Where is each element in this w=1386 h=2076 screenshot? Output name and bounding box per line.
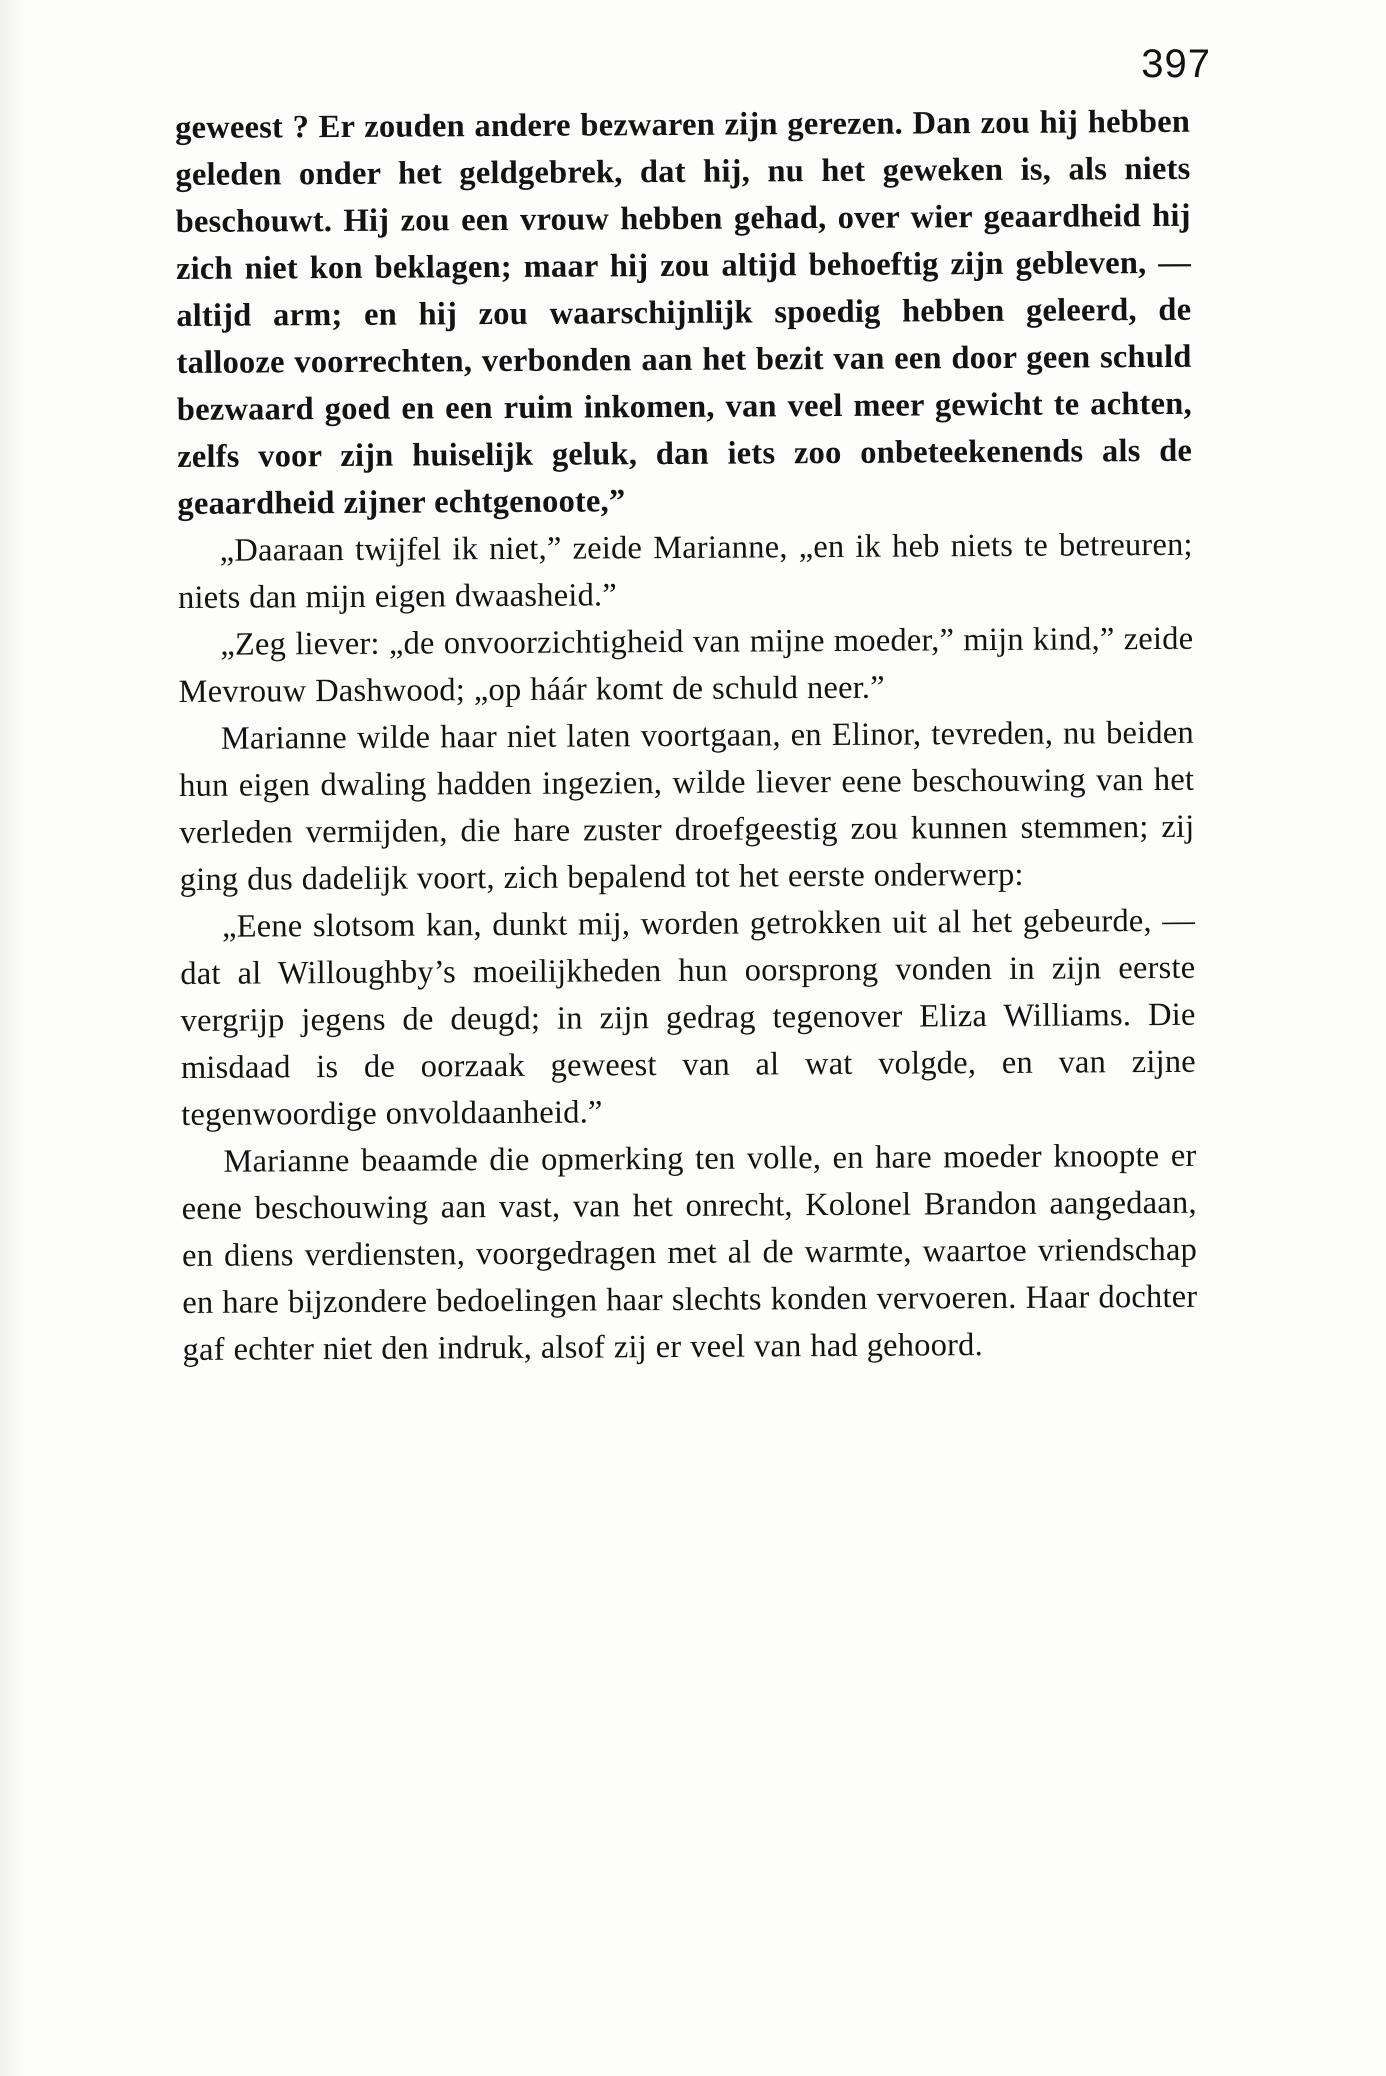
paragraph: geweest ? Er zouden andere bezwaren zijn gerezen. Dan zou hij hebben geleden onder het geldgebrek, dat hij, nu het geweken is, als niets beschouwt. Hij zou een vrouw hebben gehad, over wier geaardheid hij zich niet kon beklagen; maar hij zou altijd behoeftig zijn gebleven, — altijd arm; en hij zou waarschijnlijk spoedig hebben geleerd, de tallooze voorrechten, verbonden aan het bezit van een door geen schuld bezwaard goed en een ruim inkomen, van veel meer gewicht te achten, zelfs voor zijn huiselijk geluk, dan iets zoo onbeteekenends als de geaardheid zijner echtgenoote,” — [175, 103, 1193, 522]
paragraph: „Zeg liever: „de onvoorzichtigheid van mijne moeder,” mijn kind,” zeide Mevrouw Dashwood; „op háár komt de schuld neer.” — [178, 620, 1194, 710]
body-text-column — [175, 103, 1198, 1374]
paragraph: „Eene slotsom kan, dunkt mij, worden getrokken uit al het gebeurde, — dat al Willoughby’s moeilijkheden hun oorsprong vonden in zijn eerste vergrijp jegens de deugd; in zijn gedrag tegenover Eliza Williams. Die misdaad is de oorzaak geweest van al wat volgde, en van zijne tegenwoordige onvoldaanheid.” — [180, 902, 1196, 1133]
paragraph: Marianne beaamde die opmerking ten volle, en hare moeder knoopte er eene beschouwing aan vast, van het onrecht, Kolonel Brandon aangedaan, en diens verdiensten, voorgedragen met al de warmte, waartoe vriendschap en hare bijzondere bedoelingen haar slechts konden vervoeren. Haar dochter gaf echter niet den indruk, alsof zij er veel van had gehoord. — [181, 1137, 1198, 1368]
text-skew-wrapper — [175, 99, 1198, 1374]
page-number: 397 — [1141, 42, 1211, 86]
paragraph: Marianne wilde haar niet laten voortgaan, en Elinor, tevreden, nu beiden hun eigen dwaling hadden ingezien, wilde liever eene beschouwing van het verleden vermijden, die hare zuster droefgeestig zou kunnen stemmen; zij ging dus dadelijk voort, zich bepalend tot het eerste onderwerp: — [179, 714, 1195, 898]
paragraph: „Daaraan twijfel ik niet,” zeide Marianne, „en ik heb niets te betreuren; niets dan mijn eigen dwaasheid.” — [177, 526, 1193, 616]
page-edge-shading — [0, 0, 26, 2076]
